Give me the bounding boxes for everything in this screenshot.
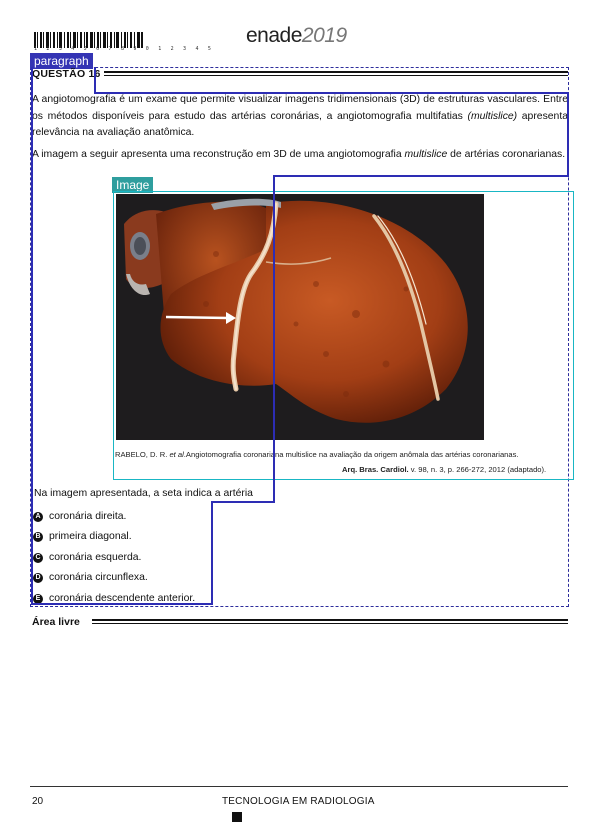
p1-text-a: A angiotomografia é um exame que permite visualizar imagens tridimensionais (3D) de estruturas vasculares. Entre os métodos disponíveis para estudo das artérias coronárias, a angiotomografia multifatias: [32, 94, 568, 122]
image-caption-line1: [115, 450, 519, 459]
option-e-text: coronária descendente anterior.: [49, 593, 196, 604]
footer-marker: [232, 812, 242, 822]
option-c-letter-icon: C: [33, 553, 43, 563]
barcode-digits: 1 2 3 4 5 6 7 8 9 0 1 2 3 4 5: [34, 46, 215, 52]
footer-rule: [30, 786, 568, 787]
title-rule-bottom: [104, 75, 568, 76]
question-stem: Na imagem apresentada, a seta indica a artéria: [34, 488, 253, 499]
area-livre-label: Área livre: [32, 616, 80, 628]
option-a[interactable]: [33, 511, 126, 522]
page-number: 20: [32, 796, 44, 807]
option-d-letter-icon: D: [33, 573, 43, 583]
image-caption-line2: [342, 465, 546, 474]
p2-italic: multislice: [404, 149, 448, 160]
image-annotation-tag: Image: [112, 177, 153, 193]
p1-italic: (multislice): [467, 110, 518, 122]
option-c-text: coronária esquerda.: [49, 552, 142, 563]
caption-et-al: et al: [169, 450, 184, 459]
option-b-letter-icon: B: [33, 532, 43, 542]
option-d[interactable]: [33, 572, 148, 583]
enade-logo: [246, 24, 347, 48]
question-paragraph-2: [32, 147, 568, 164]
option-d-text: coronária circunflexa.: [49, 572, 148, 583]
footer-title: TECNOLOGIA EM RADIOLOGIA: [222, 796, 375, 807]
option-e[interactable]: [33, 593, 195, 604]
option-b-text: primeira diagonal.: [49, 531, 132, 542]
caption-journal: Arq. Bras. Cardiol.: [342, 465, 409, 474]
area-livre-rule-bottom: [92, 623, 568, 624]
option-c[interactable]: [33, 552, 141, 563]
option-e-letter-icon: E: [33, 594, 43, 604]
option-a-text: coronária direita.: [49, 511, 127, 522]
option-a-letter-icon: A: [33, 512, 43, 522]
brand-name: enade: [246, 24, 302, 47]
p1-text-b: apresenta relevância na avaliação anatômica.: [32, 110, 568, 138]
caption-ref: v. 98, n. 3, p. 266-272, 2012 (adaptado).: [408, 465, 547, 474]
heart-angiotomography-image: [116, 194, 484, 440]
caption-title: .Angiotomografia coronariana multislice na avaliação da origem anômala das artérias coronarianas.: [183, 450, 519, 459]
area-livre-rule-top: [92, 619, 568, 621]
title-rule-top: [104, 71, 568, 73]
question-paragraph-1: [32, 92, 568, 142]
question-title: QUESTÃO 16: [32, 68, 101, 80]
option-b[interactable]: [33, 531, 132, 542]
brand-year: 2019: [301, 24, 347, 47]
p2-text-b: de artérias coronarianas.: [447, 149, 566, 160]
caption-author: RABELO, D. R.: [115, 450, 170, 459]
paragraph-annotation-tag: paragraph: [30, 53, 93, 69]
p2-text-a: A imagem a seguir apresenta uma reconstrução em 3D de uma angiotomografia: [32, 149, 405, 160]
